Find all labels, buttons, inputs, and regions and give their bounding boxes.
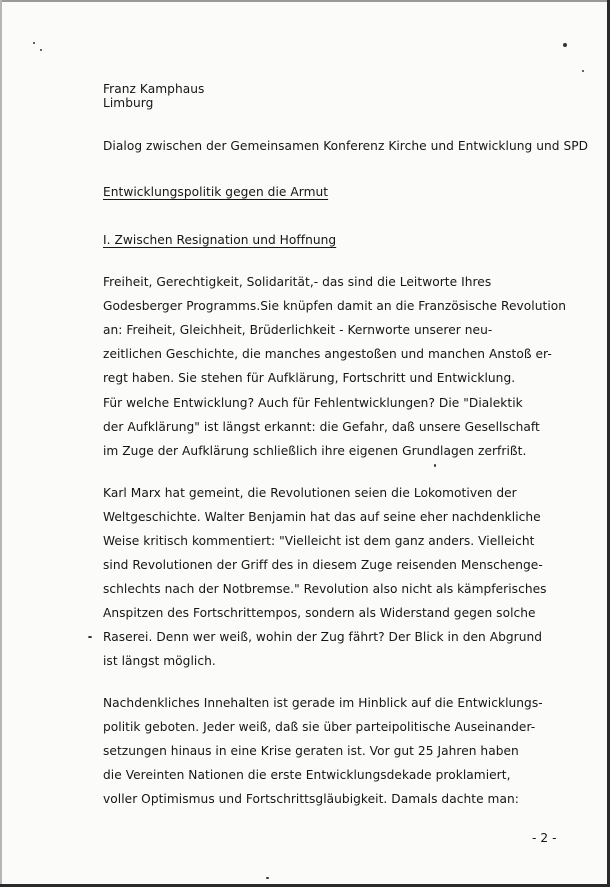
section-heading: I. Zwischen Resignation und Hoffnung	[103, 233, 337, 247]
scan-speck	[88, 636, 92, 638]
paragraph-line: sind Revolutionen der Griff des in diesem Zuge reisenden Menschenge-	[103, 558, 543, 572]
paragraph-line: ist längst möglich.	[103, 654, 216, 668]
scan-edge-left	[0, 0, 2, 887]
paragraph-line: der Aufklärung" ist längst erkannt: die Gefahr, daß unsere Gesellschaft	[103, 420, 540, 434]
paragraph-line: Raserei. Denn wer weiß, wohin der Zug fährt? Der Blick in den Abgrund	[103, 630, 543, 644]
paragraph-line: Karl Marx hat gemeint, die Revolutionen seien die Lokomotiven der	[103, 486, 517, 500]
paragraph-line: im Zuge der Aufklärung schließlich ihre eigenen Grundlagen zerfrißt.	[103, 444, 527, 458]
scan-edge-top	[0, 0, 610, 2]
paragraph-line: Anspitzen des Fortschrittempos, sondern als Widerstand gegen solche	[103, 606, 536, 620]
scan-speck	[582, 70, 584, 72]
scan-speck	[40, 49, 42, 51]
paragraph-line: die Vereinten Nationen die erste Entwicklungsdekade proklamiert,	[103, 768, 511, 782]
paragraph-line: an: Freiheit, Gleichheit, Brüderlichkeit - Kernworte unserer neu-	[103, 323, 493, 337]
paragraph-line: zeitlichen Geschichte, die manches angestoßen und manchen Anstoß er-	[103, 347, 552, 361]
paragraph-line: setzungen hinaus in eine Krise geraten ist. Vor gut 25 Jahren haben	[103, 744, 519, 758]
scan-speck	[33, 42, 35, 44]
paragraph-line: schlechts nach der Notbremse." Revolution also nicht als kämpferisches	[103, 582, 547, 596]
paragraph-line: Freiheit, Gerechtigkeit, Solidarität,- das sind die Leitworte Ihres	[103, 275, 492, 289]
scan-speck	[266, 877, 269, 879]
author-place: Limburg	[103, 96, 154, 110]
paragraph-line: Weltgeschichte. Walter Benjamin hat das auf seine eher nachdenkliche	[103, 510, 541, 524]
paragraph-line: voller Optimismus und Fortschrittsgläubigkeit. Damals dachte man:	[103, 792, 519, 806]
paragraph-line: politik geboten. Jeder weiß, daß sie über parteipolitische Auseinander-	[103, 720, 536, 734]
paragraph-line: Godesberger Programms.Sie knüpfen damit an die Französische Revolution	[103, 299, 567, 313]
page-number: - 2 -	[532, 831, 557, 845]
paragraph-line: Für welche Entwicklung? Auch für Fehlentwicklungen? Die "Dialektik	[103, 396, 523, 410]
paragraph-line: Nachdenkliches Innehalten ist gerade im Hinblick auf die Entwicklungs-	[103, 696, 543, 710]
paragraph-line: Weise kritisch kommentiert: "Vielleicht ist dem ganz anders. Vielleicht	[103, 534, 535, 548]
paragraph-line: regt haben. Sie stehen für Aufklärung, Fortschritt und Entwicklung.	[103, 371, 516, 385]
scan-speck	[563, 43, 567, 47]
dialog-line: Dialog zwischen der Gemeinsamen Konferenz Kirche und Entwicklung und SPD	[103, 139, 589, 153]
author-name: Franz Kamphaus	[103, 82, 205, 96]
scan-speck	[434, 464, 436, 467]
document-title: Entwicklungspolitik gegen die Armut	[103, 185, 329, 199]
